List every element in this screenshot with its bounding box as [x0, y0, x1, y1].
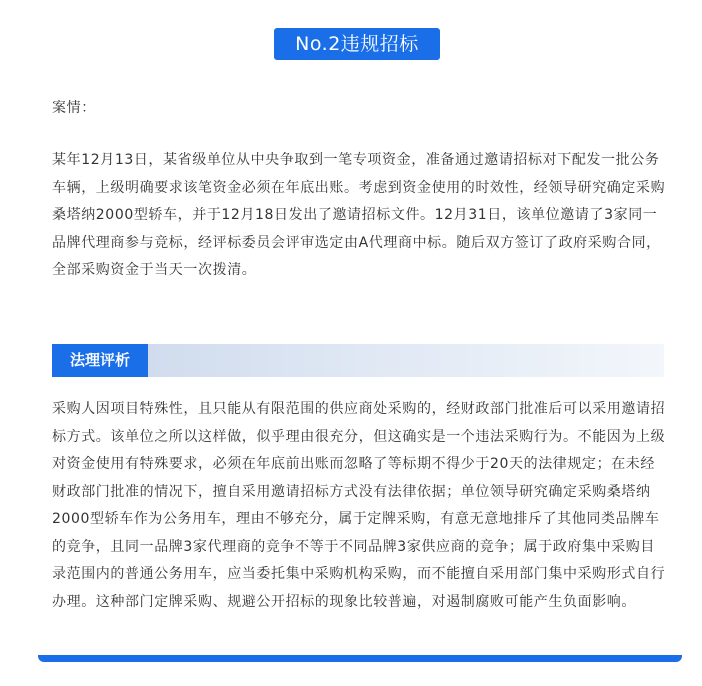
analysis-title: 法理评析	[52, 344, 148, 377]
section-title-badge: No.2违规招标	[274, 28, 440, 60]
analysis-header-band	[52, 344, 664, 377]
case-description: 某年12月13日，某省级单位从中央争取到一笔专项资金，准备通过邀请招标对下配发一批公务车辆，上级明确要求该笔资金必须在年底出账。考虑到资金使用的时效性，经领导研究确定采购桑塔纳2000型轿车，并于12月18日发出了邀请招标文件。12月31日，该单位邀请了3家同一品牌代理商参与竞标，经评标委员会评审选定由A代理商中标。随后双方签订了政府采购合同，全部采购资金于当天一次拨清。	[52, 152, 666, 278]
analysis-description: 采购人因项目特殊性，且只能从有限范围的供应商处采购的，经财政部门批准后可以采用邀请招标方式。该单位之所以这样做，似乎理由很充分，但这确实是一个违法采购行为。不能因为上级对资金使用有特殊要求，必须在年底前出账而忽略了等标期不得少于20天的法律规定；在未经财政部门批准的情况下，擅自采用邀请招标方式没有法律依据；单位领导研究确定采购桑塔纳2000型轿车作为公务用车，理由不够充分，属于定牌采购，有意无意地排斥了其他同类品牌车的竞争，且同一品牌3家代理商的竞争不等于不同品牌3家供应商的竞争；属于政府集中采购目录范围内的普通公务用车，应当委托集中采购机构采购，而不能擅自采用部门集中采购形式自行办理。这种部门定牌采购、规避公开招标的现象比较普遍，对遏制腐败可能产生负面影响。	[52, 401, 666, 610]
case-label: 案情：	[52, 100, 96, 116]
bottom-accent-bar	[38, 655, 682, 662]
